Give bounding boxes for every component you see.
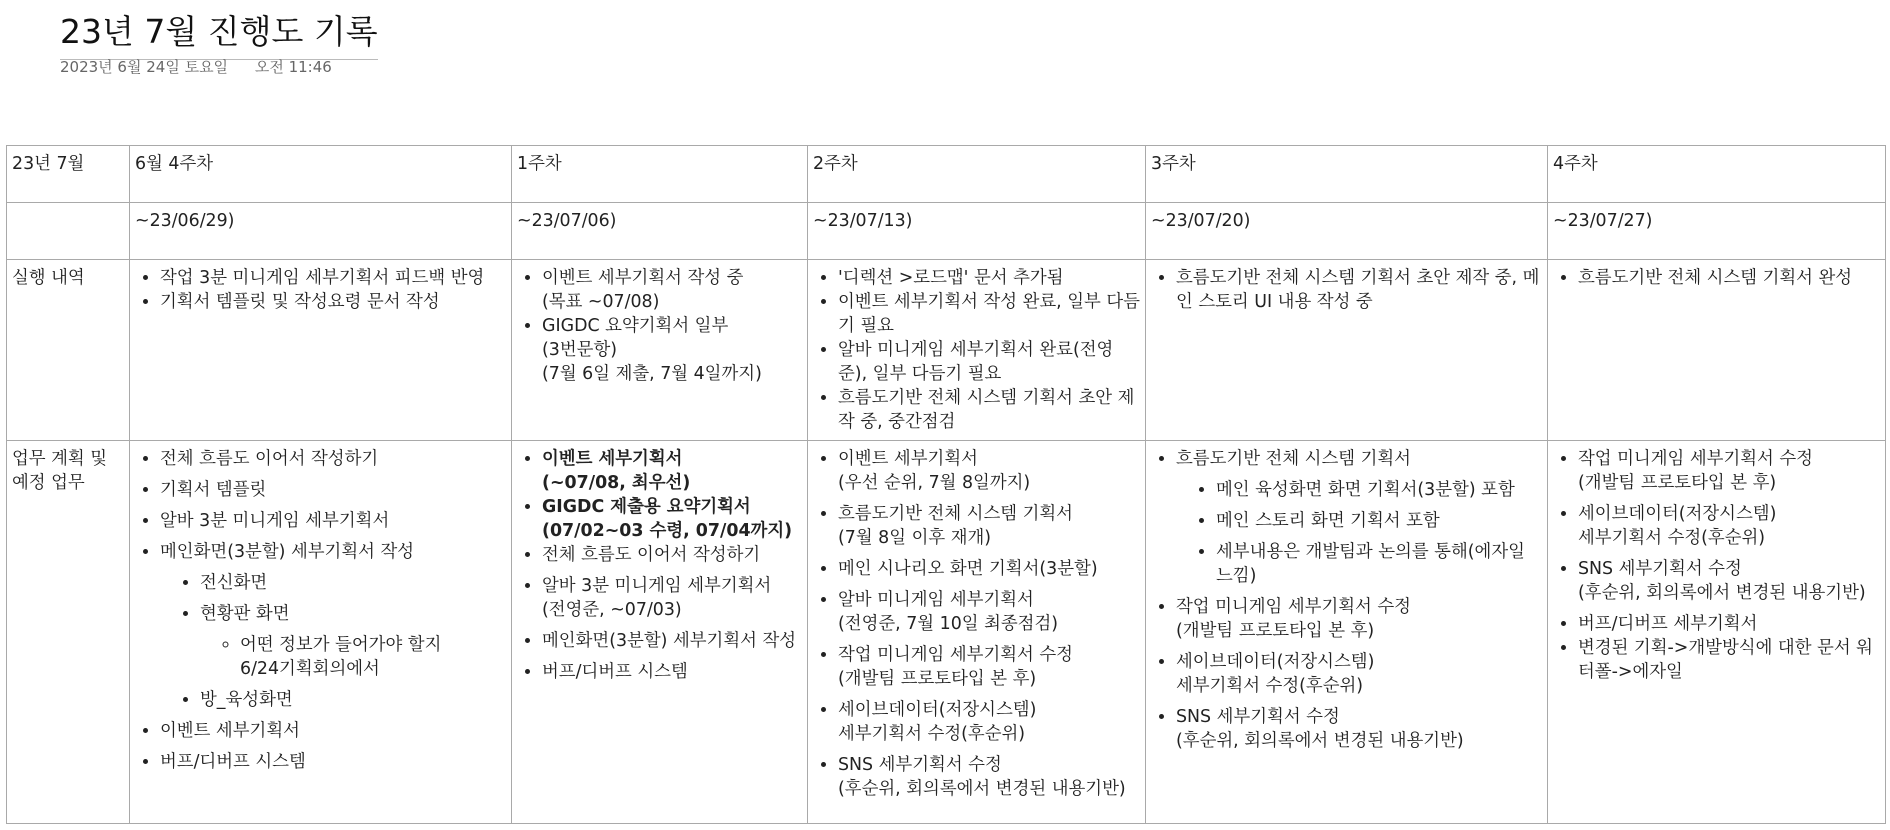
- list-item: • 버프/디버프 시스템: [542, 660, 802, 684]
- list-item: [160, 540, 506, 712]
- item-text: 알바 3분 미니게임 세부기획서: [542, 576, 772, 596]
- sub-list-item: • 전신화면: [200, 571, 506, 595]
- sub-list: [160, 571, 506, 712]
- plan-label-cell[interactable]: 업무 계획 및 예정 업무: [7, 441, 130, 824]
- item-text: 작업 미니게임 세부기획서 수정: [1578, 449, 1813, 469]
- item-text: GIGDC 제출용 요약기획서: [542, 497, 751, 517]
- item-subtext: (개발팀 프로토타입 본 후): [838, 669, 1037, 689]
- done-week-0-cell[interactable]: [130, 260, 512, 441]
- plan-week-1-list: [517, 447, 802, 684]
- done-week-0-list: [135, 266, 506, 314]
- item-subtext: 세부기획서 수정(후순위): [838, 724, 1026, 744]
- item-text: 흐름도기반 전체 시스템 기획서: [838, 504, 1073, 524]
- item-text: 세이브데이터(저장시스템): [1176, 652, 1375, 672]
- list-item: [1578, 502, 1880, 550]
- done-week-4-list: [1553, 266, 1880, 290]
- list-item: [838, 753, 1140, 801]
- list-item: [542, 447, 802, 495]
- date-row: [7, 203, 1886, 260]
- list-item: [1176, 705, 1542, 753]
- item-text: GIGDC 요약기획서 일부: [542, 316, 729, 336]
- item-subtext: (개발팀 프로토타입 본 후): [1578, 473, 1777, 493]
- list-item: • 이벤트 세부기획서: [160, 719, 506, 743]
- list-item: • 기획서 템플릿 및 작성요령 문서 작성: [160, 290, 506, 314]
- list-item: • 변경된 기획->개발방식에 대한 문서 워터폴->에자일: [1578, 636, 1880, 684]
- list-item: [542, 266, 802, 314]
- done-week-3-cell[interactable]: [1146, 260, 1548, 441]
- item-subtext: 6/24기획회의에서: [240, 659, 380, 679]
- sub-list: [1176, 478, 1542, 588]
- item-text: SNS 세부기획서 수정: [838, 755, 1002, 775]
- sub-list-item: • 세부내용은 개발팀과 논의를 통해(에자일 느낌): [1216, 540, 1542, 588]
- list-item: [1176, 447, 1542, 588]
- item-subtext: (7월 8일 이후 재개): [838, 528, 992, 548]
- list-item: [838, 502, 1140, 550]
- header-week-2-cell[interactable]: 2주차: [808, 146, 1146, 203]
- item-subtext: (전영준, 7월 10일 최종점검): [838, 614, 1059, 634]
- list-item: • 버프/디버프 세부기획서: [1578, 612, 1880, 636]
- item-subtext: (07/02~03 수령, 07/04까지): [542, 521, 793, 541]
- plan-week-0-cell[interactable]: [130, 441, 512, 824]
- item-text: 이벤트 세부기획서: [542, 449, 683, 469]
- list-item: [838, 643, 1140, 691]
- item-text: 작업 미니게임 세부기획서 수정: [838, 645, 1073, 665]
- list-item: [838, 588, 1140, 636]
- plan-week-4-list: [1553, 447, 1880, 684]
- list-item: • 흐름도기반 전체 시스템 기획서 초안 제작 중, 중간점검: [838, 386, 1140, 434]
- date-week-3-cell[interactable]: ~23/07/20): [1146, 203, 1548, 260]
- progress-table[interactable]: [6, 145, 1886, 824]
- header-week-0-cell[interactable]: 6월 4주차: [130, 146, 512, 203]
- done-week-2-list: [813, 266, 1140, 434]
- item-subtext: (목표 ~07/08): [542, 292, 660, 312]
- list-item: • 전체 흐름도 이어서 작성하기: [542, 543, 802, 567]
- list-item: • 버프/디버프 시스템: [160, 750, 506, 774]
- item-subtext: (후순위, 회의록에서 변경된 내용기반): [1578, 583, 1866, 603]
- item-subtext: (3번문항): [542, 340, 618, 360]
- list-item: [542, 574, 802, 622]
- item-text: 흐름도기반 전체 시스템 기획서: [1176, 449, 1411, 469]
- list-item: • 메인 시나리오 화면 기획서(3분할): [838, 557, 1140, 581]
- sub-sub-list-item: [240, 633, 506, 681]
- header-week-4-cell[interactable]: 4주차: [1548, 146, 1886, 203]
- item-text: 작업 미니게임 세부기획서 수정: [1176, 597, 1411, 617]
- sub-list-item: • 방_육성화면: [200, 688, 506, 712]
- item-text: 알바 미니게임 세부기획서: [838, 590, 1034, 610]
- header-corner-cell[interactable]: 23년 7월: [7, 146, 130, 203]
- header-week-3-cell[interactable]: 3주차: [1146, 146, 1548, 203]
- list-item: • 이벤트 세부기획서 작성 완료, 일부 다듬기 필요: [838, 290, 1140, 338]
- list-item: • 전체 흐름도 이어서 작성하기: [160, 447, 506, 471]
- done-label-cell[interactable]: 실행 내역: [7, 260, 130, 441]
- item-subtext: 세부기획서 수정(후순위): [1176, 676, 1364, 696]
- list-item: • 기획서 템플릿: [160, 478, 506, 502]
- list-item: [542, 495, 802, 543]
- item-text: SNS 세부기획서 수정: [1578, 559, 1742, 579]
- item-text: 메인화면(3분할) 세부기획서 작성: [160, 542, 415, 562]
- item-subtext: (~07/08, 최우선): [542, 473, 691, 493]
- list-item: [1578, 557, 1880, 605]
- done-week-4-cell[interactable]: [1548, 260, 1886, 441]
- list-item: • 메인화면(3분할) 세부기획서 작성: [542, 629, 802, 653]
- date-week-0-cell[interactable]: ~23/06/29): [130, 203, 512, 260]
- item-subtext: (7월 6일 제출, 7월 4일까지): [542, 364, 762, 384]
- plan-week-3-cell[interactable]: [1146, 441, 1548, 824]
- list-item: [838, 447, 1140, 495]
- sub-list-item: [200, 602, 506, 681]
- page-title[interactable]: 23년 7월 진행도 기록: [60, 6, 378, 60]
- list-item: • 흐름도기반 전체 시스템 기획서 완성: [1578, 266, 1880, 290]
- list-item: [542, 314, 802, 386]
- item-text: 세이브데이터(저장시스템): [1578, 504, 1777, 524]
- plan-week-2-cell[interactable]: [808, 441, 1146, 824]
- date-week-1-cell[interactable]: ~23/07/06): [512, 203, 808, 260]
- time-text: 오전 11:46: [254, 58, 332, 76]
- item-text: 이벤트 세부기획서: [838, 449, 978, 469]
- date-week-4-cell[interactable]: ~23/07/27): [1548, 203, 1886, 260]
- item-subtext: (전영준, ~07/03): [542, 600, 682, 620]
- plan-week-2-list: [813, 447, 1140, 801]
- list-item: • 흐름도기반 전체 시스템 기획서 초안 제작 중, 메인 스토리 UI 내용 작성 중: [1176, 266, 1542, 314]
- item-text: 현황판 화면: [200, 604, 290, 624]
- plan-week-4-cell[interactable]: [1548, 441, 1886, 824]
- item-subtext: (후순위, 회의록에서 변경된 내용기반): [1176, 731, 1464, 751]
- list-item: [838, 698, 1140, 746]
- date-label-cell[interactable]: [7, 203, 130, 260]
- item-text: SNS 세부기획서 수정: [1176, 707, 1340, 727]
- list-item: • '디렉션 >로드맵' 문서 추가됨: [838, 266, 1140, 290]
- done-row: [7, 260, 1886, 441]
- sub-list-item: • 메인 스토리 화면 기획서 포함: [1216, 509, 1542, 533]
- list-item: • 알바 3분 미니게임 세부기획서: [160, 509, 506, 533]
- list-item: [1176, 650, 1542, 698]
- plan-week-0-list: [135, 447, 506, 774]
- plan-week-3-list: [1151, 447, 1542, 753]
- item-text: 어떤 정보가 들어가야 할지: [240, 635, 442, 655]
- item-subtext: (우선 순위, 7월 8일까지): [838, 473, 1031, 493]
- done-week-3-list: [1151, 266, 1542, 314]
- plan-week-1-cell[interactable]: [512, 441, 808, 824]
- item-text: 이벤트 세부기획서 작성 중: [542, 268, 744, 288]
- list-item: • 알바 미니게임 세부기획서 완료(전영준), 일부 다듬기 필요: [838, 338, 1140, 386]
- list-item: [1176, 595, 1542, 643]
- list-item: [1578, 447, 1880, 495]
- item-subtext: (개발팀 프로토타입 본 후): [1176, 621, 1375, 641]
- header-row: [7, 146, 1886, 203]
- sub-list-item: • 메인 육성화면 화면 기획서(3분할) 포함: [1216, 478, 1542, 502]
- item-text: 세이브데이터(저장시스템): [838, 700, 1037, 720]
- done-week-2-cell[interactable]: [808, 260, 1146, 441]
- item-subtext: 세부기획서 수정(후순위): [1578, 528, 1766, 548]
- date-week-2-cell[interactable]: ~23/07/13): [808, 203, 1146, 260]
- done-week-1-list: [517, 266, 802, 386]
- date-text: 2023년 6월 24일 토요일: [60, 58, 229, 76]
- page-date: [60, 56, 332, 77]
- item-subtext: (후순위, 회의록에서 변경된 내용기반): [838, 779, 1126, 799]
- plan-row: [7, 441, 1886, 824]
- sub-sub-list: [200, 633, 506, 681]
- header-week-1-cell[interactable]: 1주차: [512, 146, 808, 203]
- list-item: • 작업 3분 미니게임 세부기획서 피드백 반영: [160, 266, 506, 290]
- done-week-1-cell[interactable]: [512, 260, 808, 441]
